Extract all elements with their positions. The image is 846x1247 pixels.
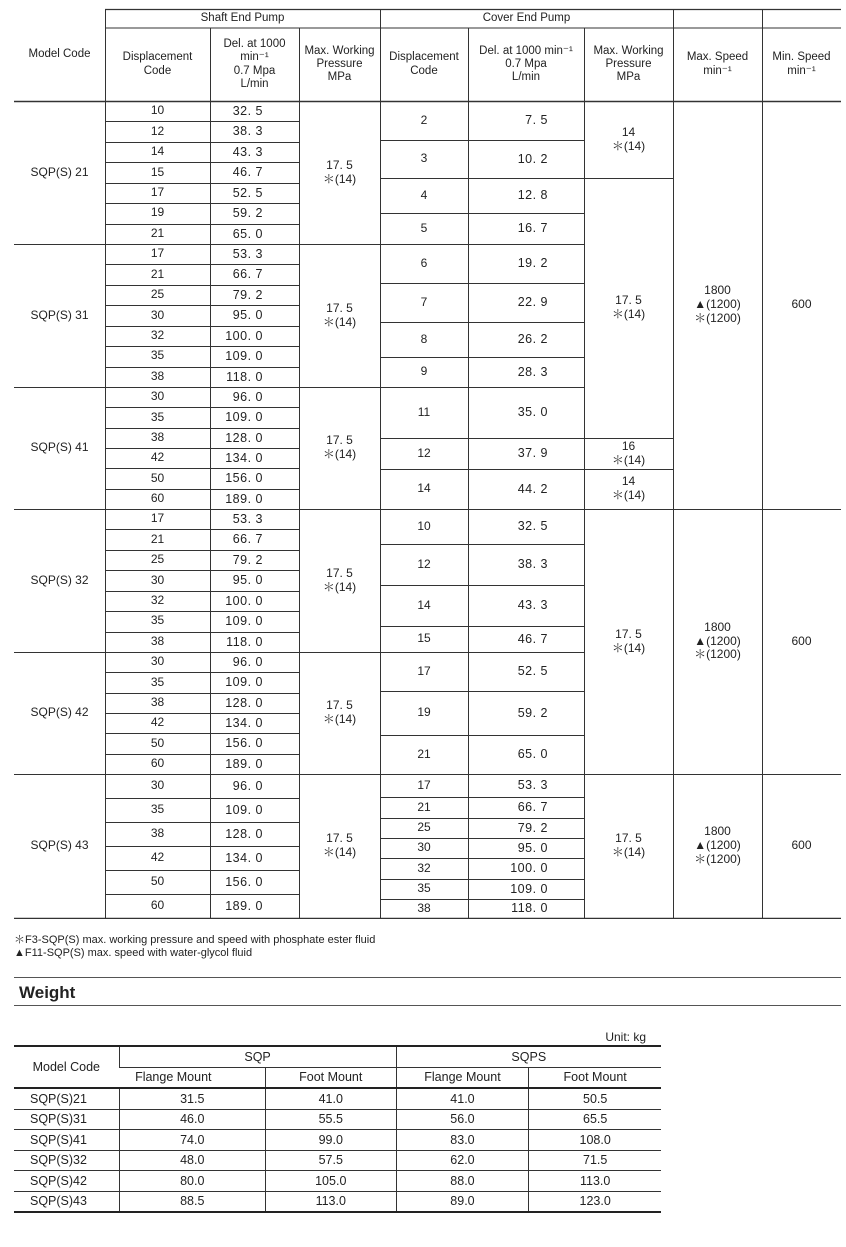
shaft-delivery-value: 109. 0: [225, 410, 263, 425]
shaft-delivery-value: 96. 0: [232, 778, 263, 793]
weight-value: 41.0: [396, 1088, 529, 1109]
cover-delivery-value: 53. 3: [517, 778, 548, 793]
shaft-delivery-value: 189. 0: [225, 491, 263, 506]
min-speed-value: 600: [791, 838, 812, 853]
shaft-delivery-value: 128. 0: [225, 430, 263, 445]
shaft-delivery-value: 118. 0: [226, 369, 263, 384]
cover-displacement-code: 6: [420, 255, 428, 270]
cover-displacement-code: 17: [417, 663, 431, 678]
cover-delivery-value: 43. 3: [517, 598, 548, 613]
footnotes: [14, 934, 375, 960]
shaft-delivery-value: 65. 0: [232, 226, 263, 241]
cover-displacement-code: 17: [417, 777, 431, 792]
weight-header-sqp-flange: Flange Mount: [119, 1067, 265, 1088]
cover-delivery-value: 12. 8: [517, 188, 548, 203]
header-shaft-displacement: Displacement Code: [122, 51, 193, 77]
cover-displacement-code: 8: [420, 331, 428, 346]
shaft-displacement-code: 21: [150, 225, 165, 240]
model-code: SQP(S) 21: [30, 164, 89, 179]
shaft-displacement-code: 35: [150, 348, 165, 363]
cover-max-pressure: 14 ＊(14): [611, 474, 646, 502]
weight-value: 80.0: [119, 1171, 265, 1192]
weight-table: [14, 1045, 661, 1213]
header-shaft-pressure: Max. Working Pressure MPa: [304, 44, 375, 84]
shaft-displacement-code: 21: [150, 531, 165, 546]
weight-value: 99.0: [265, 1130, 396, 1151]
shaft-displacement-code: 60: [150, 898, 165, 913]
shaft-delivery-value: 66. 7: [232, 267, 263, 282]
shaft-displacement-code: 30: [150, 307, 165, 322]
cover-delivery-value: 59. 2: [517, 705, 548, 720]
table-row: [14, 1088, 661, 1109]
shaft-displacement-code: 42: [150, 850, 165, 865]
shaft-displacement-code: 35: [150, 613, 165, 628]
shaft-delivery-value: 189. 0: [225, 756, 263, 771]
shaft-delivery-value: 95. 0: [232, 308, 263, 323]
shaft-delivery-value: 52. 5: [232, 185, 263, 200]
cover-delivery-value: 65. 0: [517, 747, 548, 762]
cover-max-pressure: 17. 5 ＊(14): [611, 831, 646, 859]
shaft-delivery-value: 128. 0: [225, 695, 263, 710]
table-row: [14, 1191, 661, 1212]
weight-value: 46.0: [119, 1109, 265, 1130]
model-code: SQP(S) 31: [30, 307, 89, 322]
cover-displacement-code: 14: [417, 481, 431, 496]
shaft-displacement-code: 38: [150, 368, 165, 383]
shaft-delivery-value: 79. 2: [232, 552, 263, 567]
max-speed-value: 1800 ▲(1200) ＊(1200): [694, 824, 741, 866]
cover-displacement-code: 15: [417, 631, 431, 646]
cover-displacement-code: 12: [417, 556, 431, 571]
weight-model: SQP(S)31: [14, 1109, 119, 1130]
weight-model: SQP(S)42: [14, 1171, 119, 1192]
header-shaft-delivery: Del. at 1000 min⁻¹ 0.7 Mpa L/min: [223, 38, 286, 90]
table-row: [14, 1130, 661, 1151]
cover-delivery-value: 28. 3: [517, 364, 548, 379]
shaft-delivery-value: 189. 0: [225, 898, 263, 913]
shaft-delivery-value: 66. 7: [232, 532, 263, 547]
weight-value: 83.0: [396, 1130, 529, 1151]
weight-model: SQP(S)41: [14, 1130, 119, 1151]
cover-displacement-code: 38: [417, 900, 431, 915]
shaft-displacement-code: 50: [150, 470, 165, 485]
header-model-code: Model Code: [28, 48, 91, 61]
model-code: SQP(S) 32: [30, 572, 89, 587]
shaft-max-pressure: 17. 5 ＊(14): [322, 698, 357, 726]
displacement-spec-table: [14, 0, 841, 919]
weight-unit-label: Unit: kg: [605, 1030, 646, 1044]
cover-max-pressure: 17. 5 ＊(14): [611, 293, 646, 321]
shaft-delivery-value: 96. 0: [232, 654, 263, 669]
shaft-displacement-code: 35: [150, 674, 165, 689]
weight-header-sqps-foot: Foot Mount: [529, 1067, 661, 1088]
footnote-water-glycol: ▲F11-SQP(S) max. speed with water-glycol fluid: [14, 947, 253, 959]
shaft-delivery-value: 156. 0: [225, 471, 263, 486]
weight-model: SQP(S)43: [14, 1191, 119, 1212]
cover-displacement-code: 21: [417, 799, 431, 814]
weight-value: 113.0: [529, 1171, 661, 1192]
weight-value: 65.5: [529, 1109, 661, 1130]
shaft-delivery-value: 109. 0: [225, 802, 263, 817]
weight-value: 48.0: [119, 1150, 265, 1171]
shaft-delivery-value: 38. 3: [232, 124, 263, 139]
shaft-displacement-code: 21: [150, 266, 165, 281]
weight-value: 88.5: [119, 1191, 265, 1212]
weight-value: 74.0: [119, 1130, 265, 1151]
shaft-displacement-code: 32: [150, 593, 165, 608]
weight-value: 57.5: [265, 1150, 396, 1171]
weight-value: 50.5: [529, 1088, 661, 1109]
shaft-delivery-value: 134. 0: [225, 450, 263, 465]
shaft-displacement-code: 50: [150, 735, 165, 750]
header-cover-pressure: Max. Working Pressure MPa: [593, 44, 664, 84]
weight-value: 105.0: [265, 1171, 396, 1192]
shaft-delivery-value: 100. 0: [225, 593, 263, 608]
header-min-speed: Min. Speed min⁻¹: [772, 51, 831, 77]
weight-model: SQP(S)32: [14, 1150, 119, 1171]
model-code: SQP(S) 41: [30, 440, 89, 455]
weight-value: 123.0: [529, 1191, 661, 1212]
shaft-displacement-code: 17: [150, 511, 165, 526]
min-speed-value: 600: [791, 633, 812, 648]
cover-delivery-value: 66. 7: [517, 800, 548, 815]
table-row: [14, 1150, 661, 1171]
cover-delivery-value: 100. 0: [510, 861, 548, 876]
shaft-displacement-code: 32: [150, 328, 165, 343]
shaft-displacement-code: 25: [150, 287, 165, 302]
shaft-displacement-code: 30: [150, 654, 165, 669]
shaft-max-pressure: 17. 5 ＊(14): [322, 433, 357, 461]
shaft-displacement-code: 60: [150, 490, 165, 505]
cover-delivery-value: 19. 2: [517, 256, 548, 271]
weight-header-model-code: Model Code: [14, 1046, 119, 1088]
weight-value: 108.0: [529, 1130, 661, 1151]
shaft-delivery-value: 96. 0: [232, 389, 263, 404]
shaft-displacement-code: 38: [150, 826, 165, 841]
model-code: SQP(S) 42: [30, 705, 89, 720]
cover-displacement-code: 10: [417, 518, 431, 533]
weight-section-title: Weight: [19, 983, 76, 1002]
cover-displacement-code: 5: [420, 220, 428, 235]
weight-value: 56.0: [396, 1109, 529, 1130]
shaft-max-pressure: 17. 5 ＊(14): [322, 565, 357, 594]
shaft-displacement-code: 50: [150, 874, 165, 889]
cover-displacement-code: 3: [420, 151, 428, 166]
min-speed-value: 600: [791, 297, 812, 312]
cover-delivery-value: 35. 0: [517, 405, 548, 420]
section-rule-top: [14, 977, 841, 978]
cover-delivery-value: 26. 2: [517, 332, 548, 347]
cover-displacement-code: 9: [420, 364, 428, 379]
shaft-max-pressure: 17. 5 ＊(14): [322, 831, 357, 859]
weight-value: 88.0: [396, 1171, 529, 1192]
shaft-delivery-value: 109. 0: [225, 614, 263, 629]
cover-delivery-value: 79. 2: [517, 820, 548, 835]
cover-max-pressure: 17. 5 ＊(14): [611, 626, 646, 655]
shaft-displacement-code: 25: [150, 552, 165, 567]
weight-header-sqps: SQPS: [396, 1046, 661, 1067]
weight-header-sqps-flange: Flange Mount: [396, 1067, 529, 1088]
shaft-displacement-code: 38: [150, 694, 165, 709]
cover-displacement-code: 12: [417, 445, 431, 460]
shaft-displacement-code: 35: [150, 802, 165, 817]
cover-displacement-code: 4: [420, 187, 428, 202]
weight-value: 89.0: [396, 1191, 529, 1212]
shaft-displacement-code: 42: [150, 450, 165, 465]
shaft-delivery-value: 134. 0: [225, 850, 263, 865]
shaft-delivery-value: 43. 3: [232, 144, 263, 159]
shaft-displacement-code: 30: [150, 572, 165, 587]
shaft-max-pressure: 17. 5 ＊(14): [322, 157, 357, 186]
weight-value: 55.5: [265, 1109, 396, 1130]
shaft-delivery-value: 59. 2: [232, 206, 263, 221]
max-speed-value: 1800 ▲(1200) ＊(1200): [694, 619, 741, 662]
table-row: [14, 1109, 661, 1130]
shaft-displacement-code: 42: [150, 715, 165, 730]
header-shaft-end-pump: Shaft End Pump: [200, 11, 285, 24]
shaft-max-pressure: 17. 5 ＊(14): [322, 300, 357, 329]
cover-delivery-value: 52. 5: [517, 664, 548, 679]
header-cover-displacement: Displacement Code: [389, 51, 459, 77]
shaft-displacement-code: 35: [150, 409, 165, 424]
cover-delivery-value: 7. 5: [525, 113, 548, 128]
shaft-displacement-code: 38: [150, 429, 165, 444]
shaft-delivery-value: 109. 0: [225, 675, 263, 690]
cover-displacement-code: 14: [417, 597, 431, 612]
shaft-displacement-code: 17: [150, 185, 165, 200]
shaft-delivery-value: 79. 2: [232, 287, 263, 302]
cover-displacement-code: 19: [417, 705, 431, 720]
shaft-displacement-code: 17: [150, 246, 165, 261]
cover-delivery-value: 118. 0: [511, 901, 548, 916]
cover-delivery-value: 10. 2: [517, 151, 548, 166]
section-rule-bottom: [14, 1005, 841, 1006]
shaft-displacement-code: 19: [150, 205, 165, 220]
shaft-delivery-value: 95. 0: [232, 573, 263, 588]
cover-delivery-value: 46. 7: [517, 631, 548, 646]
weight-header-sqp: SQP: [119, 1046, 396, 1067]
cover-displacement-code: 25: [417, 820, 431, 835]
header-cover-delivery: Del. at 1000 min⁻¹ 0.7 Mpa L/min: [479, 44, 573, 84]
cover-displacement-code: 30: [417, 840, 431, 855]
model-code: SQP(S) 43: [30, 838, 89, 853]
header-cover-end-pump: Cover End Pump: [482, 11, 571, 24]
cover-delivery-value: 37. 9: [517, 446, 548, 461]
cover-displacement-code: 21: [417, 746, 431, 761]
shaft-delivery-value: 134. 0: [225, 715, 263, 730]
cover-delivery-value: 16. 7: [517, 221, 548, 236]
shaft-displacement-code: 30: [150, 389, 165, 404]
shaft-displacement-code: 15: [150, 164, 165, 179]
weight-model: SQP(S)21: [14, 1088, 119, 1109]
weight-value: 41.0: [265, 1088, 396, 1109]
cover-max-pressure: 14 ＊(14): [611, 124, 646, 153]
weight-value: 113.0: [265, 1191, 396, 1212]
footnote-phosphate-ester: ＊F3-SQP(S) max. working pressure and speed with phosphate ester fluid: [14, 934, 376, 946]
shaft-delivery-value: 53. 3: [232, 512, 263, 527]
cover-delivery-value: 109. 0: [510, 881, 548, 896]
cover-delivery-value: 22. 9: [517, 295, 548, 310]
cover-delivery-value: 95. 0: [517, 840, 548, 855]
cover-displacement-code: 11: [417, 404, 431, 419]
cover-delivery-value: 44. 2: [517, 481, 548, 496]
shaft-delivery-value: 156. 0: [225, 874, 263, 889]
shaft-delivery-value: 118. 0: [226, 634, 263, 649]
shaft-delivery-value: 128. 0: [225, 826, 263, 841]
cover-displacement-code: 7: [420, 294, 428, 309]
shaft-delivery-value: 46. 7: [232, 165, 263, 180]
weight-value: 31.5: [119, 1088, 265, 1109]
shaft-displacement-code: 60: [150, 755, 165, 770]
cover-displacement-code: 35: [417, 881, 431, 896]
cover-max-pressure: 16 ＊(14): [611, 438, 646, 467]
table-row: [14, 1171, 661, 1192]
cover-delivery-value: 32. 5: [517, 519, 548, 534]
shaft-delivery-value: 53. 3: [232, 247, 263, 262]
header-max-speed: Max. Speed min⁻¹: [686, 51, 749, 77]
shaft-displacement-code: 10: [150, 103, 165, 118]
shaft-displacement-code: 30: [150, 778, 165, 793]
weight-header-sqp-foot: Foot Mount: [265, 1067, 396, 1088]
cover-displacement-code: 2: [420, 112, 428, 127]
shaft-delivery-value: 100. 0: [225, 328, 263, 343]
shaft-delivery-value: 32. 5: [232, 104, 263, 119]
shaft-displacement-code: 12: [150, 123, 165, 138]
cover-displacement-code: 32: [417, 860, 431, 875]
shaft-delivery-value: 156. 0: [225, 736, 263, 751]
weight-value: 62.0: [396, 1150, 529, 1171]
shaft-delivery-value: 109. 0: [225, 349, 263, 364]
cover-delivery-value: 38. 3: [517, 557, 548, 572]
weight-value: 71.5: [529, 1150, 661, 1171]
max-speed-value: 1800 ▲(1200) ＊(1200): [694, 283, 741, 325]
shaft-displacement-code: 14: [150, 144, 165, 159]
shaft-displacement-code: 38: [150, 633, 165, 648]
